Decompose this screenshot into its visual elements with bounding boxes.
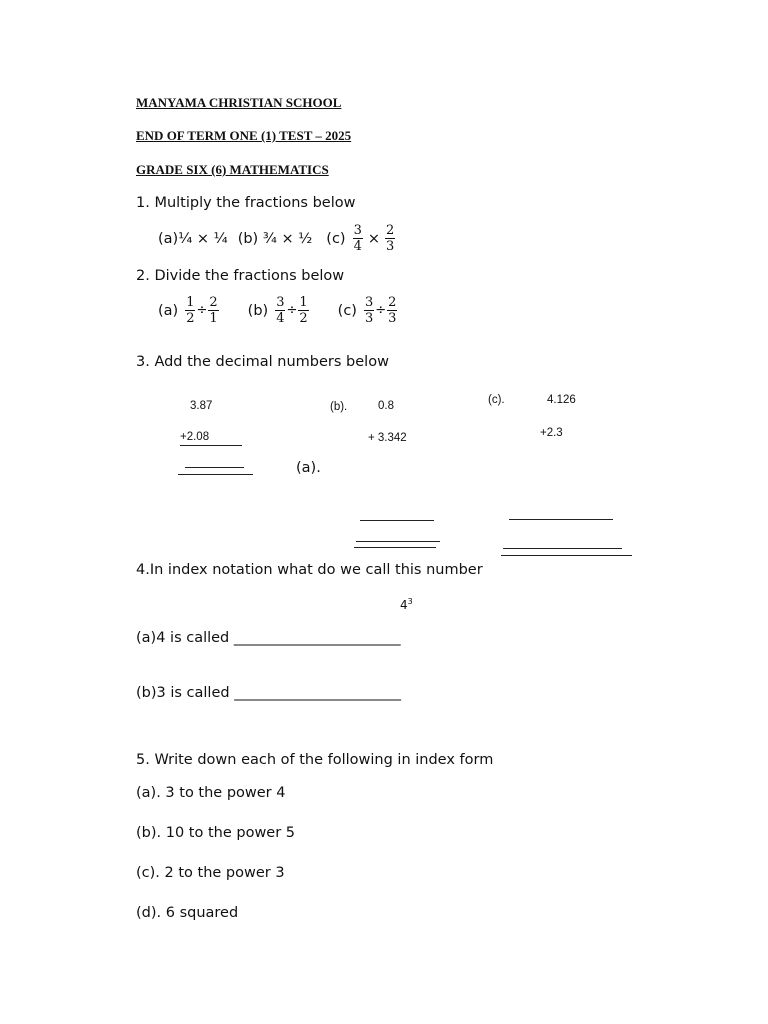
q5-prompt: 5. Write down each of the following in index form (136, 752, 494, 768)
q2-part-a-label: (a) (158, 302, 179, 319)
subject-title: GRADE SIX (6) MATHEMATICS (136, 162, 329, 177)
q2-prompt: 2. Divide the fractions below (136, 268, 345, 284)
fraction: $\frac{1}{2}$ (186, 295, 195, 326)
q3b-label: (b). (330, 401, 348, 413)
answer-line (360, 520, 434, 521)
answer-line (501, 555, 632, 556)
q4-part-b: (b)3 is called _______________________ (136, 685, 401, 701)
q2-part-c-label: (c) (337, 302, 357, 319)
q3a-label: (a). (296, 460, 321, 476)
q1-part-a: (a)¼ × ¼ (158, 230, 228, 247)
fraction: $\frac{2}{3}$ (388, 295, 397, 326)
q5-item: (d). 6 squared (136, 905, 239, 921)
q1-prompt: 1. Multiply the fractions below (136, 195, 356, 211)
answer-line (180, 445, 242, 446)
q2-parts (158, 295, 398, 326)
q1-parts (158, 223, 396, 254)
fraction: $\frac{1}{2}$ (299, 295, 308, 326)
q5-item: (a). 3 to the power 4 (136, 785, 286, 801)
q3b-top-number: 0.8 (378, 400, 394, 412)
q3a-top-number: 3.87 (190, 400, 213, 412)
q2-part-b-label: (b) (247, 302, 269, 319)
answer-line (503, 548, 622, 549)
answer-line (354, 547, 436, 548)
multiply-operator: × (367, 230, 381, 247)
q3b-bottom-number: + 3.342 (368, 432, 407, 444)
test-title: END OF TERM ONE (1) TEST – 2025 (136, 128, 352, 143)
fraction: $\frac{3}{4}$ (276, 295, 285, 326)
index-number: $4^3$ (400, 597, 413, 612)
q3a-bottom-number: +2.08 (180, 431, 210, 443)
fraction: $\frac{3}{4}$ (353, 223, 362, 254)
q5-item: (c). 2 to the power 3 (136, 865, 285, 881)
divide-operator: ÷ (196, 303, 208, 318)
fraction: $\frac{2}{3}$ (386, 223, 395, 254)
q3c-top-number: 4.126 (547, 394, 576, 406)
school-name: MANYAMA CHRISTIAN SCHOOL (136, 95, 342, 110)
q1-part-b: (b) ¾ × ½ (237, 230, 313, 247)
answer-line (185, 467, 244, 468)
fraction: $\frac{3}{3}$ (364, 295, 374, 326)
fraction: $\frac{2}{1}$ (209, 295, 218, 326)
q3c-label: (c). (488, 394, 505, 406)
answer-line (356, 541, 440, 542)
answer-line (509, 519, 613, 520)
q1-part-c-label: (c) (326, 230, 346, 247)
q4-part-a: (a)4 is called _______________________ (136, 630, 401, 646)
answer-line (178, 474, 253, 475)
q4-prompt: 4.In index notation what do we call this number (136, 562, 483, 578)
divide-operator: ÷ (375, 303, 387, 318)
divide-operator: ÷ (286, 303, 298, 318)
q5-item: (b). 10 to the power 5 (136, 825, 296, 841)
q3-prompt: 3. Add the decimal numbers below (136, 354, 389, 370)
q3c-bottom-number: +2.3 (540, 427, 563, 439)
